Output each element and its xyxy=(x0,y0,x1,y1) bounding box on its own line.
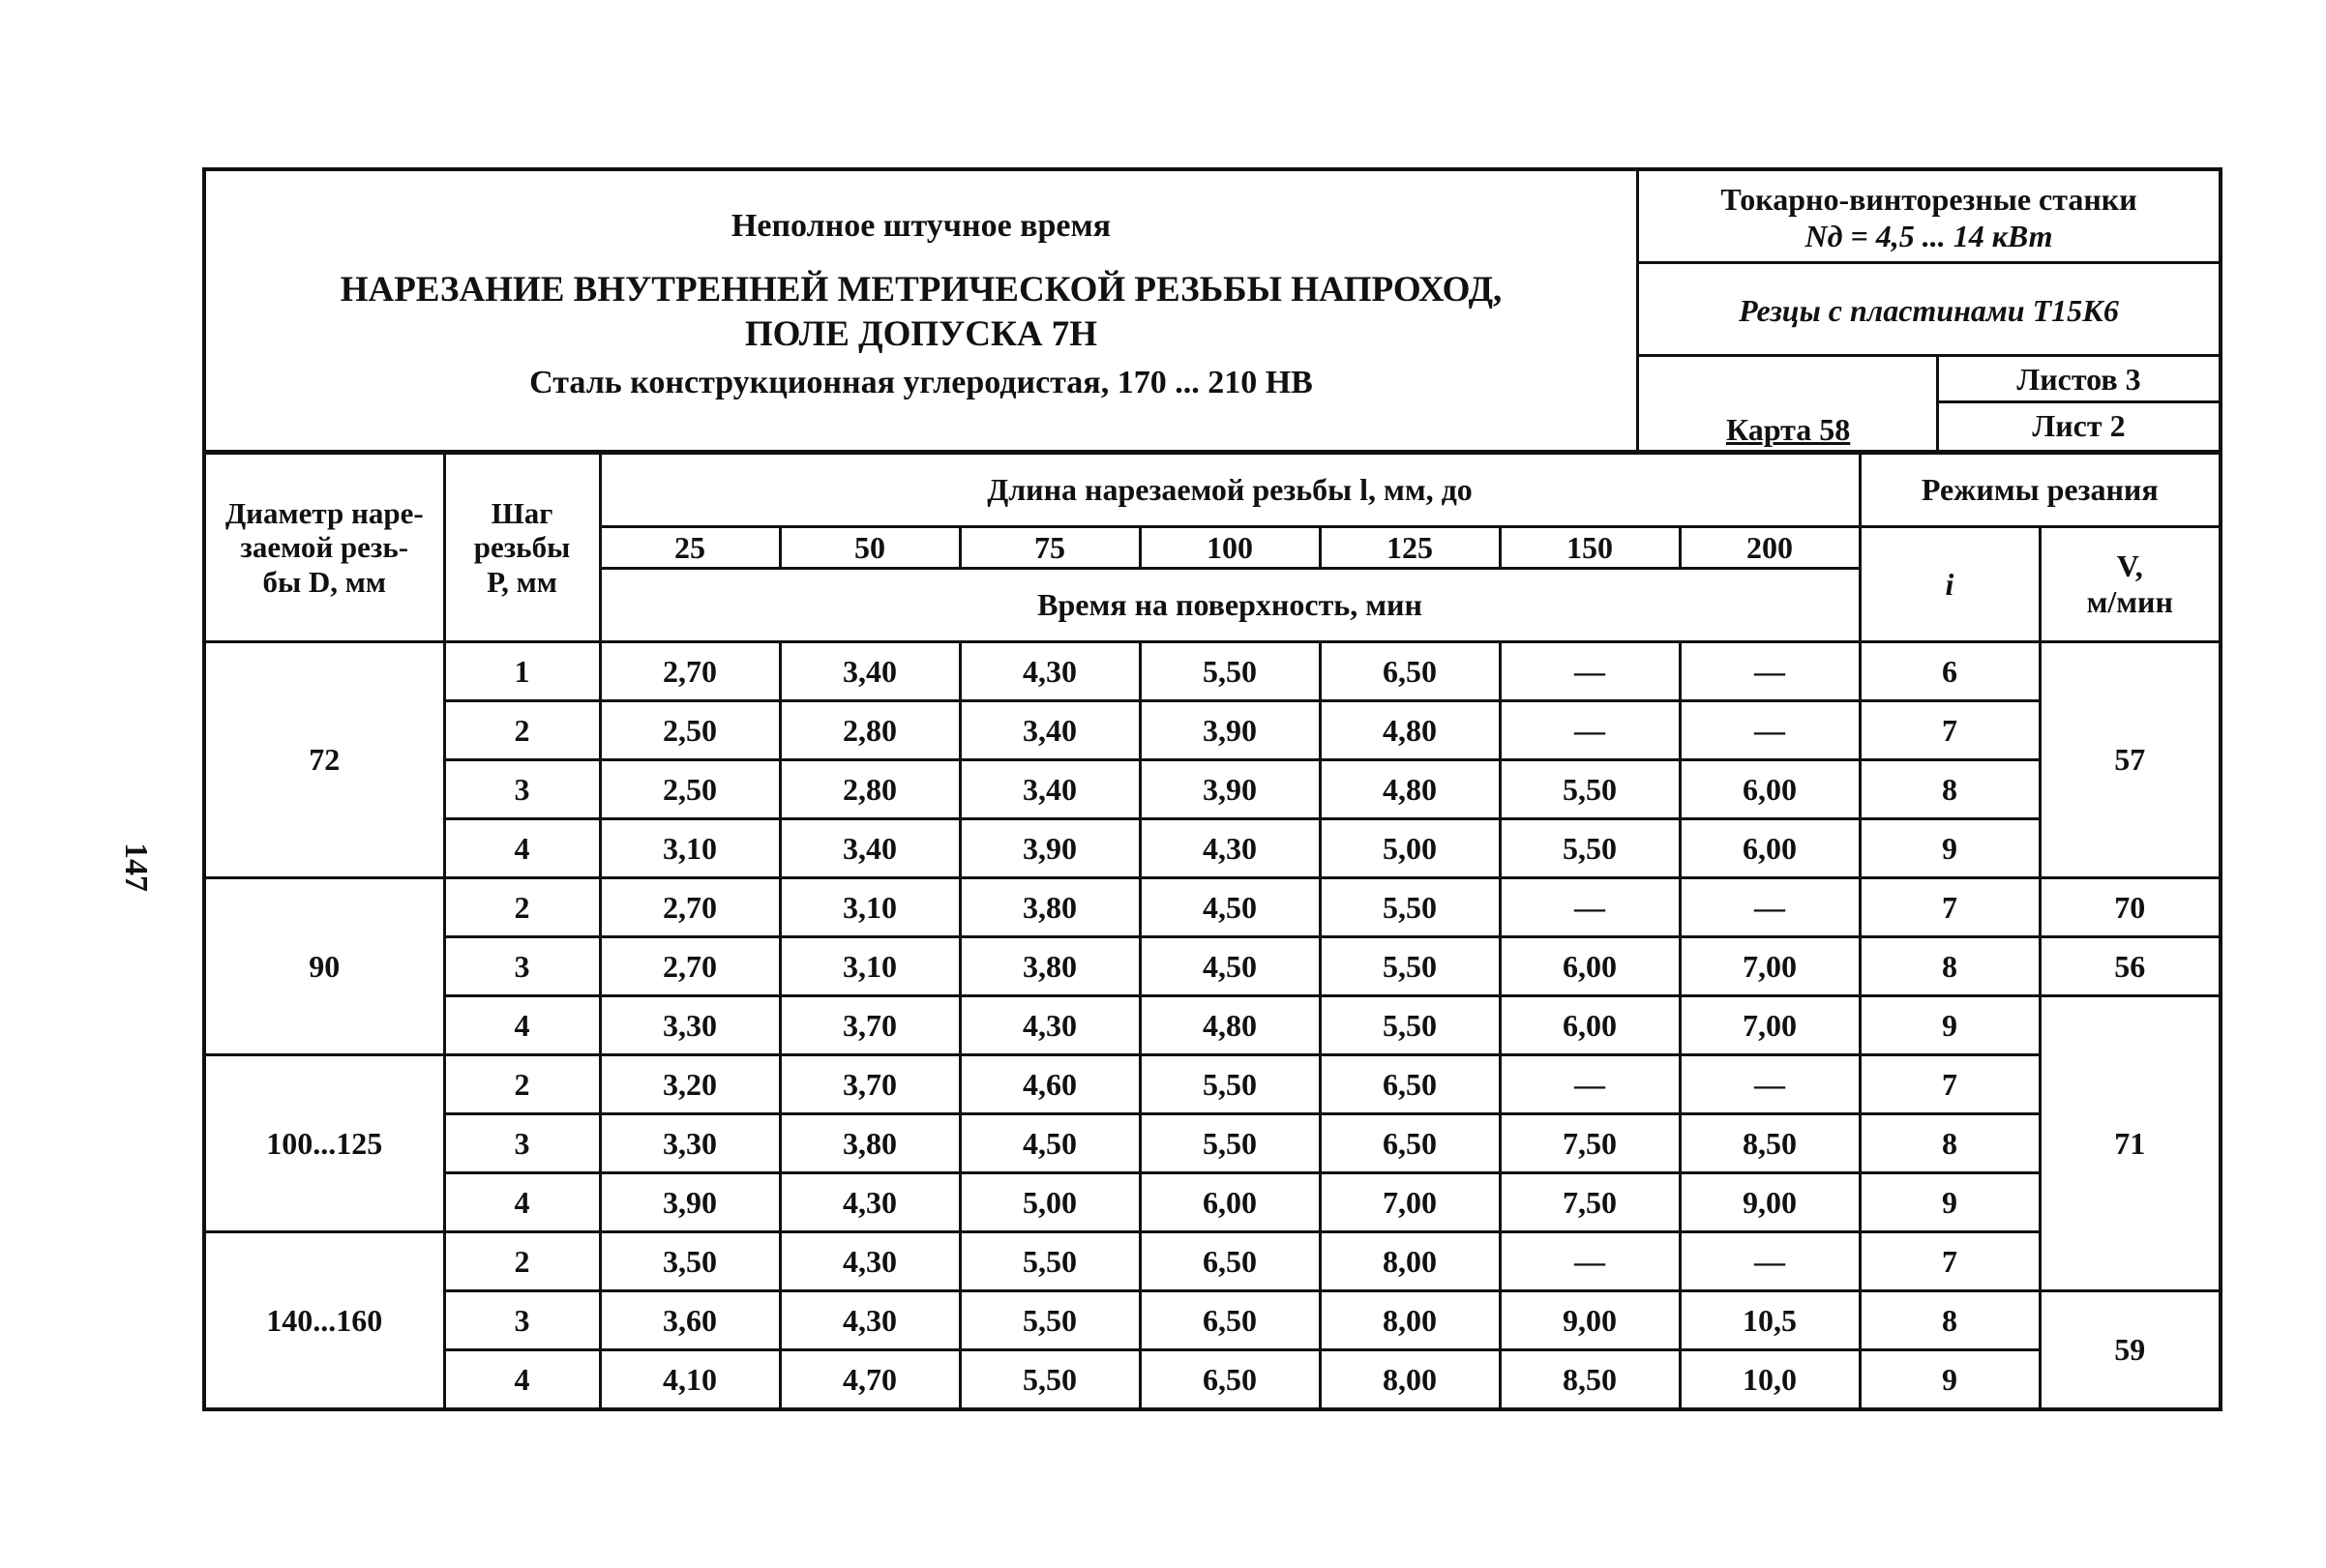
time-cell: 5,50 xyxy=(1320,937,1500,996)
time-cell: 4,30 xyxy=(1140,819,1320,878)
col-header-time: Время на поверхность, мин xyxy=(600,569,1860,642)
header-info-block xyxy=(1639,171,2219,450)
page-number: 147 xyxy=(118,843,154,892)
norms-table xyxy=(202,451,2222,1411)
time-cell: 9,00 xyxy=(1500,1291,1680,1350)
time-cell: 4,30 xyxy=(780,1232,960,1291)
time-cell: 8,50 xyxy=(1680,1114,1860,1173)
speed-cell: 56 xyxy=(2040,937,2221,996)
header-machine xyxy=(1639,171,2219,264)
time-cell: 6,00 xyxy=(1500,937,1680,996)
col-header-diameter-line3: бы D, мм xyxy=(262,564,387,599)
time-cell: 7,00 xyxy=(1680,996,1860,1055)
diameter-cell: 72 xyxy=(204,642,444,878)
time-cell: 3,10 xyxy=(600,819,780,878)
time-cell: 3,30 xyxy=(600,996,780,1055)
time-cell: 6,50 xyxy=(1320,1055,1500,1114)
speed-cell: 59 xyxy=(2040,1291,2221,1410)
diameter-cell: 90 xyxy=(204,878,444,1055)
speed-cell: 57 xyxy=(2040,642,2221,878)
pitch-cell: 4 xyxy=(444,996,600,1055)
time-cell: 2,50 xyxy=(600,701,780,760)
time-cell: 5,50 xyxy=(960,1350,1140,1410)
pitch-cell: 2 xyxy=(444,1232,600,1291)
passes-cell: 9 xyxy=(1860,1350,2040,1410)
time-cell: 5,50 xyxy=(960,1291,1140,1350)
header-title-line2: ПОЛЕ ДОПУСКА 7Н xyxy=(744,314,1098,354)
time-cell: 9,00 xyxy=(1680,1173,1860,1232)
header-card-number: Карта 58 xyxy=(1726,412,1851,447)
time-cell: 6,00 xyxy=(1680,760,1860,819)
time-cell: 5,00 xyxy=(1320,819,1500,878)
table-row xyxy=(204,1350,2221,1410)
table-row xyxy=(204,760,2221,819)
table-row xyxy=(204,1173,2221,1232)
time-cell: 2,80 xyxy=(780,701,960,760)
time-cell: 6,50 xyxy=(1320,1114,1500,1173)
pitch-cell: 4 xyxy=(444,819,600,878)
table-row xyxy=(204,701,2221,760)
time-cell: — xyxy=(1680,1055,1860,1114)
time-cell: 3,70 xyxy=(780,996,960,1055)
card-header xyxy=(202,167,2222,454)
time-cell: — xyxy=(1500,701,1680,760)
diameter-cell: 140...160 xyxy=(204,1232,444,1410)
pitch-cell: 3 xyxy=(444,1291,600,1350)
time-cell: 2,80 xyxy=(780,760,960,819)
time-cell: 3,80 xyxy=(960,937,1140,996)
pitch-cell: 1 xyxy=(444,642,600,701)
table-row xyxy=(204,642,2221,701)
time-cell: 4,30 xyxy=(780,1173,960,1232)
time-cell: 6,50 xyxy=(1140,1291,1320,1350)
time-cell: 4,30 xyxy=(960,996,1140,1055)
time-cell: 5,50 xyxy=(1140,642,1320,701)
time-cell: 6,50 xyxy=(1140,1232,1320,1291)
pitch-cell: 2 xyxy=(444,878,600,937)
passes-cell: 8 xyxy=(1860,1114,2040,1173)
passes-cell: 7 xyxy=(1860,701,2040,760)
time-cell: 5,00 xyxy=(960,1173,1140,1232)
time-cell: 5,50 xyxy=(1500,760,1680,819)
passes-cell: 8 xyxy=(1860,1291,2040,1350)
col-header-diameter-line2: заемой резь- xyxy=(240,530,409,565)
time-cell: 4,80 xyxy=(1320,701,1500,760)
passes-cell: 6 xyxy=(1860,642,2040,701)
time-cell: 3,80 xyxy=(960,878,1140,937)
table-row xyxy=(204,937,2221,996)
pitch-cell: 3 xyxy=(444,1114,600,1173)
speed-cell: 71 xyxy=(2040,996,2221,1291)
time-cell: 4,10 xyxy=(600,1350,780,1410)
table-row xyxy=(204,996,2221,1055)
time-cell: 7,50 xyxy=(1500,1114,1680,1173)
time-cell: 8,00 xyxy=(1320,1350,1500,1410)
time-cell: 3,80 xyxy=(780,1114,960,1173)
time-cell: 3,90 xyxy=(600,1173,780,1232)
time-cell: 3,10 xyxy=(780,937,960,996)
pitch-cell: 3 xyxy=(444,760,600,819)
time-cell: 3,90 xyxy=(960,819,1140,878)
table-row xyxy=(204,819,2221,878)
col-header-i: i xyxy=(1860,527,2040,642)
time-cell: 4,30 xyxy=(960,642,1140,701)
table-row xyxy=(204,1291,2221,1350)
pitch-cell: 4 xyxy=(444,1173,600,1232)
time-cell: 6,50 xyxy=(1140,1350,1320,1410)
time-cell: 2,70 xyxy=(600,937,780,996)
time-cell: — xyxy=(1500,642,1680,701)
col-header-pitch-line1: Шаг xyxy=(491,495,553,530)
length-value: 50 xyxy=(780,527,960,569)
time-cell: 3,90 xyxy=(1140,701,1320,760)
length-value: 75 xyxy=(960,527,1140,569)
col-header-v xyxy=(2040,527,2221,642)
time-cell: 3,90 xyxy=(1140,760,1320,819)
pitch-cell: 2 xyxy=(444,1055,600,1114)
time-cell: 10,5 xyxy=(1680,1291,1860,1350)
time-cell: 4,50 xyxy=(1140,878,1320,937)
time-cell: — xyxy=(1680,1232,1860,1291)
time-cell: 2,50 xyxy=(600,760,780,819)
length-value: 100 xyxy=(1140,527,1320,569)
header-machine-line2: Nд = 4,5 ... 14 кВт xyxy=(1804,219,2053,253)
speed-cell: 70 xyxy=(2040,878,2221,937)
table-row xyxy=(204,878,2221,937)
time-cell: 5,50 xyxy=(1320,878,1500,937)
time-cell: 2,70 xyxy=(600,878,780,937)
header-title xyxy=(206,268,1636,357)
length-value: 125 xyxy=(1320,527,1500,569)
time-cell: 7,00 xyxy=(1320,1173,1500,1232)
pitch-cell: 3 xyxy=(444,937,600,996)
time-cell: 2,70 xyxy=(600,642,780,701)
col-header-diameter xyxy=(204,453,444,642)
passes-cell: 7 xyxy=(1860,878,2040,937)
col-header-v-line1: V, xyxy=(2116,548,2143,584)
col-header-modes: Режимы резания xyxy=(1860,453,2221,527)
time-cell: 7,50 xyxy=(1500,1173,1680,1232)
time-cell: 3,50 xyxy=(600,1232,780,1291)
time-cell: 4,80 xyxy=(1320,760,1500,819)
col-header-pitch xyxy=(444,453,600,642)
col-header-pitch-line3: Р, мм xyxy=(487,564,557,599)
col-header-length: Длина нарезаемой резьбы l, мм, до xyxy=(600,453,1860,527)
time-cell: 3,30 xyxy=(600,1114,780,1173)
header-title-line1: НАРЕЗАНИЕ ВНУТРЕННЕЙ МЕТРИЧЕСКОЙ РЕЗЬБЫ НАПРОХОД, xyxy=(340,270,1503,310)
passes-cell: 9 xyxy=(1860,819,2040,878)
time-cell: 4,70 xyxy=(780,1350,960,1410)
time-cell: 4,80 xyxy=(1140,996,1320,1055)
time-cell: — xyxy=(1680,701,1860,760)
time-cell: 8,50 xyxy=(1500,1350,1680,1410)
time-cell: 3,60 xyxy=(600,1291,780,1350)
header-sheet-number: Лист 2 xyxy=(2032,408,2126,443)
time-cell: 3,10 xyxy=(780,878,960,937)
time-cell: 6,00 xyxy=(1680,819,1860,878)
time-cell: 4,30 xyxy=(780,1291,960,1350)
time-cell: 5,50 xyxy=(1140,1055,1320,1114)
header-subtitle: Неполное штучное время xyxy=(731,208,1112,244)
length-value: 25 xyxy=(600,527,780,569)
table-row xyxy=(204,1232,2221,1291)
time-cell: — xyxy=(1680,878,1860,937)
time-cell: 3,40 xyxy=(780,819,960,878)
passes-cell: 7 xyxy=(1860,1055,2040,1114)
time-cell: 3,40 xyxy=(960,701,1140,760)
time-cell: 8,00 xyxy=(1320,1291,1500,1350)
header-tools: Резцы с пластинами Т15К6 xyxy=(1639,264,2219,357)
length-value: 150 xyxy=(1500,527,1680,569)
time-cell: — xyxy=(1500,878,1680,937)
passes-cell: 7 xyxy=(1860,1232,2040,1291)
passes-cell: 9 xyxy=(1860,1173,2040,1232)
table-row xyxy=(204,1055,2221,1114)
header-machine-line1: Токарно-винторезные станки xyxy=(1720,182,2137,217)
time-cell: 3,40 xyxy=(960,760,1140,819)
time-cell: — xyxy=(1500,1055,1680,1114)
header-title-block xyxy=(206,171,1639,450)
header-card-cell xyxy=(1639,357,1939,450)
time-cell: 4,60 xyxy=(960,1055,1140,1114)
time-cell: — xyxy=(1680,642,1860,701)
pitch-cell: 4 xyxy=(444,1350,600,1410)
length-value: 200 xyxy=(1680,527,1860,569)
header-material: Сталь конструкционная углеродистая, 170 ... 210 НВ xyxy=(529,365,1313,400)
time-cell: 7,00 xyxy=(1680,937,1860,996)
time-cell: 4,50 xyxy=(1140,937,1320,996)
time-cell: 5,50 xyxy=(1140,1114,1320,1173)
time-cell: 8,00 xyxy=(1320,1232,1500,1291)
col-header-diameter-line1: Диаметр наре- xyxy=(224,495,424,530)
header-sheets-total: Листов 3 xyxy=(1939,357,2219,403)
time-cell: 3,70 xyxy=(780,1055,960,1114)
passes-cell: 8 xyxy=(1860,937,2040,996)
col-header-pitch-line2: резьбы xyxy=(473,530,571,565)
passes-cell: 9 xyxy=(1860,996,2040,1055)
time-cell: 3,40 xyxy=(780,642,960,701)
time-cell: 10,0 xyxy=(1680,1350,1860,1410)
table-row xyxy=(204,1114,2221,1173)
time-cell: 5,50 xyxy=(960,1232,1140,1291)
time-cell: 4,50 xyxy=(960,1114,1140,1173)
time-cell: 6,00 xyxy=(1140,1173,1320,1232)
time-cell: 6,00 xyxy=(1500,996,1680,1055)
diameter-cell: 100...125 xyxy=(204,1055,444,1232)
passes-cell: 8 xyxy=(1860,760,2040,819)
time-cell: 5,50 xyxy=(1320,996,1500,1055)
col-header-v-line2: м/мин xyxy=(2086,584,2173,619)
time-cell: — xyxy=(1500,1232,1680,1291)
time-cell: 5,50 xyxy=(1500,819,1680,878)
pitch-cell: 2 xyxy=(444,701,600,760)
time-cell: 6,50 xyxy=(1320,642,1500,701)
time-cell: 3,20 xyxy=(600,1055,780,1114)
